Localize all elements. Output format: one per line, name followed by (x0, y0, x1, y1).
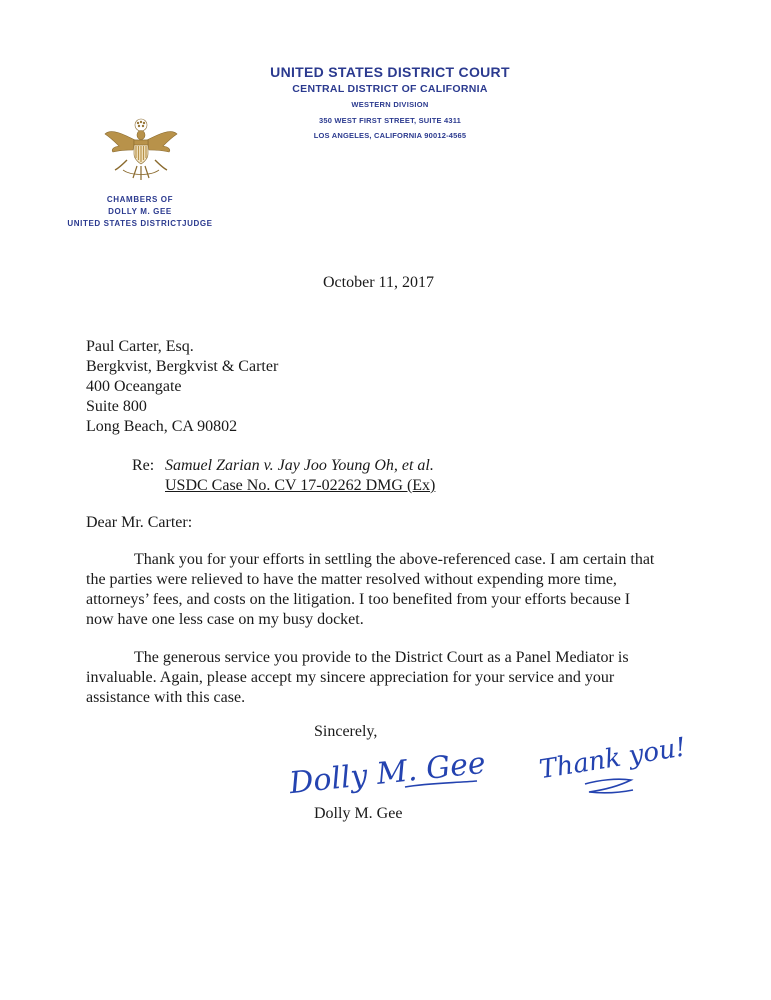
recipient-street: 400 Oceangate (86, 378, 182, 395)
district-name: CENTRAL DISTRICT OF CALIFORNIA (292, 83, 488, 95)
paragraph-2-line: assistance with this case. (86, 689, 246, 706)
court-city: LOS ANGELES, CALIFORNIA 90012-4565 (313, 131, 467, 140)
salutation: Dear Mr. Carter: (86, 514, 193, 531)
paragraph-2 (86, 648, 629, 708)
recipient-name: Paul Carter, Esq. (86, 338, 194, 355)
paragraph-1-line: the parties were relieved to have the matter resolved without expending more time, (86, 571, 617, 588)
paragraph-2-line: The generous service you provide to the District Court as a Panel Mediator is (134, 649, 629, 666)
re-case-name: Samuel Zarian v. Jay Joo Young Oh, et al. (165, 457, 434, 474)
signature-text: Dolly M. Gee (287, 745, 487, 802)
closing: Sincerely, (314, 723, 378, 740)
court-street: 350 WEST FIRST STREET, SUITE 4311 (318, 116, 462, 125)
judge-name: DOLLY M. GEE (108, 207, 172, 216)
paragraph-1-line: now have one less case on my busy docket. (86, 611, 364, 628)
re-case-number: USDC Case No. CV 17-02262 DMG (Ex) (165, 477, 436, 494)
paragraph-1 (86, 550, 654, 630)
paragraph-2-line: invaluable. Again, please accept my sincere appreciation for your service and your (86, 669, 615, 686)
chambers-heading: CHAMBERS OF (106, 195, 174, 204)
handwritten-signature (287, 743, 487, 805)
paragraph-1-line: Thank you for your efforts in settling the above-referenced case. I am certain that (134, 551, 655, 568)
handwritten-thank-you (533, 730, 703, 810)
recipient-firm: Bergkvist, Bergkvist & Carter (86, 358, 279, 375)
judge-title: UNITED STATES DISTRICTJUDGE (67, 219, 213, 228)
letter-date: October 11, 2017 (323, 274, 434, 291)
great-seal-icon (101, 116, 181, 186)
recipient-city: Long Beach, CA 90802 (86, 418, 238, 435)
recipient-suite: Suite 800 (86, 398, 147, 415)
signer-name: Dolly M. Gee (314, 805, 403, 822)
paragraph-1-line: attorneys’ fees, and costs on the litigation. I too benefited from your efforts because I (86, 591, 631, 608)
re-label: Re: (132, 457, 155, 474)
court-name: UNITED STATES DISTRICT COURT (270, 64, 510, 80)
division-name: WESTERN DIVISION (351, 100, 429, 109)
handwritten-note-text: Thank you! (537, 732, 689, 786)
